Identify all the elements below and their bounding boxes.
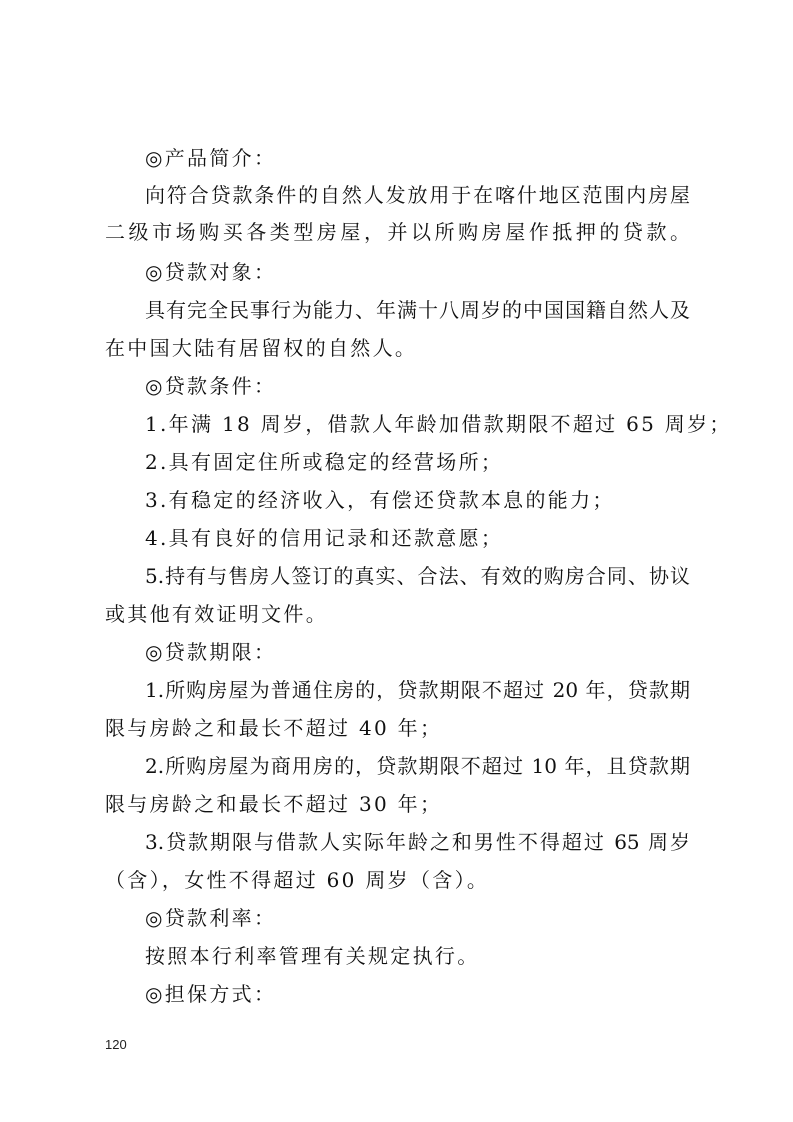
section-heading-loan-term: ◎贷款期限：	[145, 640, 277, 664]
list-item-continuation: （含），女性不得超过 60 周岁（含）。	[105, 868, 490, 892]
list-item: 5.持有与售房人签订的真实、合法、有效的购房合同、协议	[145, 564, 690, 588]
page-number: 120	[105, 1037, 127, 1052]
list-item-continuation: 限与房龄之和最长不超过 30 年；	[105, 792, 443, 816]
list-item: 3.有稳定的经济收入，有偿还贷款本息的能力；	[145, 488, 615, 512]
list-item: 2.具有固定住所或稳定的经营场所；	[145, 450, 504, 474]
paragraph-line: 向符合贷款条件的自然人发放用于在喀什地区范围内房屋	[145, 183, 690, 207]
section-heading-guarantee: ◎担保方式：	[145, 982, 277, 1006]
section-heading-loan-conditions: ◎贷款条件：	[145, 374, 277, 398]
paragraph-line: 具有完全民事行为能力、年满十八周岁的中国国籍自然人及	[145, 298, 690, 322]
list-item: 1.年满 18 周岁，借款人年龄加借款期限不超过 65 周岁；	[145, 412, 732, 436]
paragraph-line: 在中国大陆有居留权的自然人。	[105, 336, 418, 360]
section-heading-interest-rate: ◎贷款利率：	[145, 906, 277, 930]
list-item-continuation: 或其他有效证明文件。	[105, 602, 328, 626]
list-item: 3.贷款期限与借款人实际年龄之和男性不得超过 65 周岁	[145, 830, 690, 854]
list-item-continuation: 限与房龄之和最长不超过 40 年；	[105, 716, 443, 740]
paragraph-line: 按照本行利率管理有关规定执行。	[145, 944, 480, 968]
list-item: 1.所购房屋为普通住房的，贷款期限不超过 20 年，贷款期	[145, 678, 690, 702]
list-item: 2.所购房屋为商用房的，贷款期限不超过 10 年，且贷款期	[145, 754, 690, 778]
section-heading-loan-target: ◎贷款对象：	[145, 260, 277, 284]
list-item: 4.具有良好的信用记录和还款意愿；	[145, 526, 504, 550]
paragraph-line: 二级市场购买各类型房屋，并以所购房屋作抵押的贷款。	[105, 220, 690, 244]
section-heading-product-intro: ◎产品简介：	[145, 146, 277, 170]
